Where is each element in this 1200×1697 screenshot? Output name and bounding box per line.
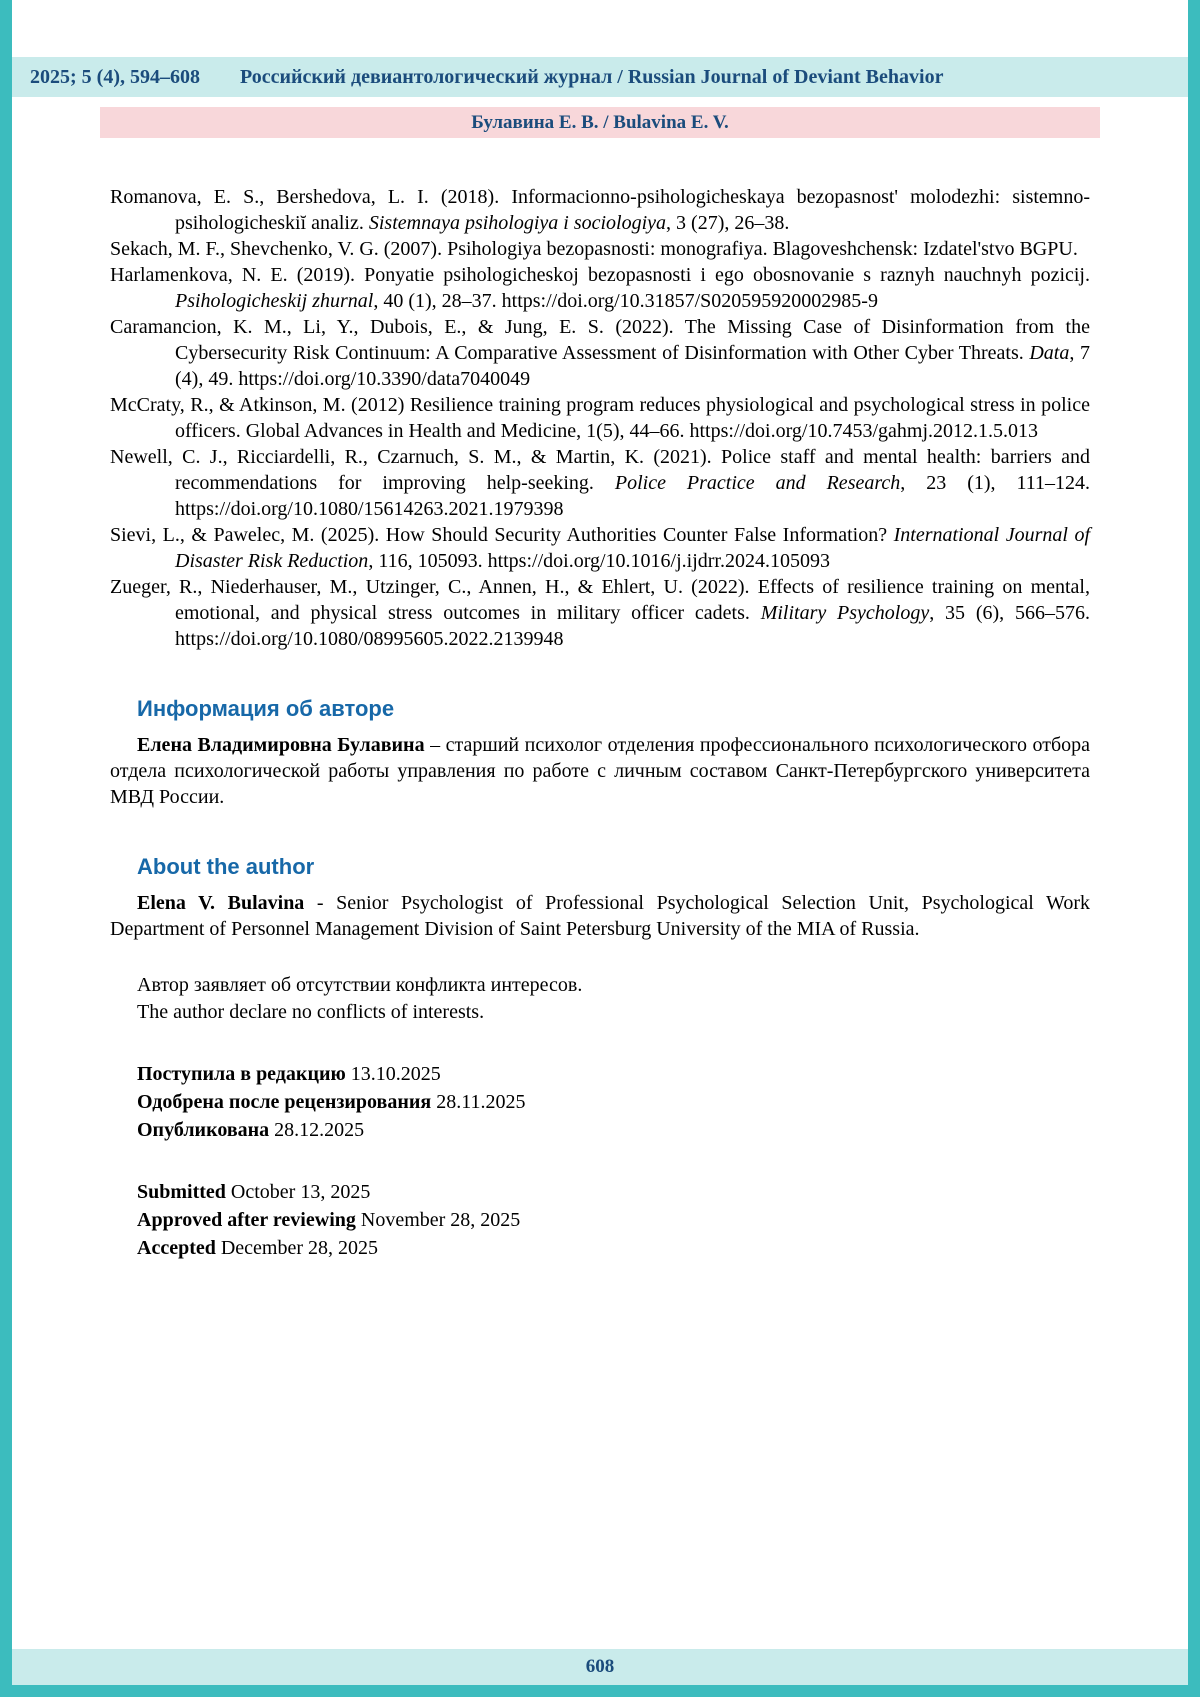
reference-text: Zueger, R., Niederhauser, M., Utzinger, C., Annen, H., & Ehlert, U. (2022). Effects of resilience training on mental, emotional, and physical stress outcomes in military officer cadets. [110,576,1090,624]
reference-text: Harlamenkova, N. E. (2019). Ponyatie psihologicheskoj bezopasnosti i ego obosnovanie s raznyh nauchnyh pozicij. [110,264,1090,286]
reference-entry [110,392,1090,444]
conflict-statement [110,972,1090,1026]
page-body [0,138,1200,1262]
reference-text: Sekach, M. F., Shevchenko, V. G. (2007). Psihologiya bezopasnosti: monografiya. Blagoveshchensk: Izdatel'stvo BGPU. [110,238,1078,260]
date-line [137,1234,1090,1262]
reference-text: , 35 (6), 566–576. https://doi.org/10.1080/08995605.2022.2139948 [175,602,1090,650]
author-name-ru: Елена Владимировна Булавина [137,734,425,756]
references-list [110,184,1090,652]
date-label: Accepted [137,1237,216,1259]
dates-en [110,1178,1090,1262]
reference-entry [110,444,1090,522]
date-value: 28.12.2025 [269,1119,365,1141]
reference-source-title: Sistemnaya psihologiya i sociologiya [368,212,667,234]
date-value: 28.11.2025 [431,1091,526,1113]
reference-text: , 7 (4), 49. https://doi.org/10.3390/data7040049 [175,342,1090,390]
footer-bar [12,1649,1188,1685]
reference-source-title: Police Practice and Research [614,472,901,494]
date-label: Опубликована [137,1119,270,1141]
page-number: 608 [585,1656,615,1677]
date-value: October 13, 2025 [225,1181,371,1203]
issue-info: 2025; 5 (4), 594–608 [30,65,200,88]
date-label: Approved after reviewing [137,1209,356,1231]
running-head-author: Булавина Е. В. / Bulavina E. V. [471,111,729,133]
reference-source-title: Military Psychology [760,602,930,624]
date-line [137,1206,1090,1234]
date-value: December 28, 2025 [215,1237,379,1259]
reference-entry [110,236,1090,262]
page-border-left [0,0,12,1697]
reference-entry [110,314,1090,392]
date-line [137,1060,1090,1088]
reference-text: , 40 (1), 28–37. https://doi.org/10.31857/S020595920002985-9 [373,290,878,312]
date-value: 13.10.2025 [345,1063,441,1085]
reference-text: Romanova, E. S., Bershedova, L. I. (2018). Informacionno-psihologicheskaya bezopasnost' molodezhi: sistemno-psihologicheskiĭ analiz. [110,186,1090,234]
reference-text: McCraty, R., & Atkinson, M. (2012) Resilience training program reduces physiological and psychological stress in police officers. Global Advances in Health and Medicine, 1(5), 44–66. https://doi.org/10.7453/gahmj.2012.1.5.013 [110,394,1090,442]
reference-entry [110,262,1090,314]
date-label: Submitted [137,1181,226,1203]
author-desc-ru: – старший психолог отделения профессионального психологического отбора отдела психологической работы управления по работе с личным составом Санкт-Петербургского университета МВД России. [110,734,1090,808]
journal-header-bar [12,57,1188,97]
reference-text: Sievi, L., & Pawelec, M. (2025). How Should Security Authorities Counter False Information? [110,524,894,546]
conflict-statement-en: The author declare no conflicts of interests. [137,1001,485,1023]
conflict-statement-ru: Автор заявляет об отсутствии конфликта интересов. [137,974,583,996]
reference-source-title: International Journal of Disaster Risk Reduction [175,524,1090,572]
reference-text: , 3 (27), 26–38. [666,212,790,234]
reference-source-title: Data [1029,342,1070,364]
reference-text: Newell, C. J., Ricciardelli, R., Czarnuch, S. M., & Martin, K. (2021). Police staff and mental health: barriers and recommendations for improving help-seeking. [110,446,1090,494]
reference-entry [110,574,1090,652]
dates-ru [110,1060,1090,1144]
running-head-bar [100,107,1100,138]
date-value: November 28, 2025 [355,1209,521,1231]
date-line [137,1116,1090,1144]
page-border-bottom [0,1685,1200,1697]
reference-source-title: Psihologicheskij zhurnal [175,290,374,312]
reference-text: , 23 (1), 111–124. https://doi.org/10.1080/15614263.2021.1979398 [175,472,1091,520]
date-line [137,1088,1090,1116]
journal-title: Российский девиантологический журнал / Russian Journal of Deviant Behavior [239,65,944,88]
author-name-en: Elena V. Bulavina [137,892,305,914]
date-label: Одобрена после рецензирования [137,1091,432,1113]
reference-text: Caramancion, K. M., Li, Y., Dubois, E., & Jung, E. S. (2022). The Missing Case of Disinformation from the Cybersecurity Risk Continuum: A Comparative Assessment of Disinformation with Other Cyber Threats. [110,316,1090,364]
section-title-en: About the author [137,854,315,879]
section-title-ru: Информация об авторе [137,696,395,721]
date-label: Поступила в редакцию [137,1063,346,1085]
reference-entry [110,522,1090,574]
author-info-en [110,890,1090,942]
author-desc-en: - Senior Psychologist of Professional Psychological Selection Unit, Psychological Work Department of Personnel Management Division of Saint Petersburg University of the MIA of Russia. [110,892,1090,940]
reference-entry [110,184,1090,236]
page-border-right [1188,0,1200,1697]
reference-text: , 116, 105093. https://doi.org/10.1016/j.ijdrr.2024.105093 [368,550,830,572]
date-line [137,1178,1090,1206]
author-info-ru [110,732,1090,810]
